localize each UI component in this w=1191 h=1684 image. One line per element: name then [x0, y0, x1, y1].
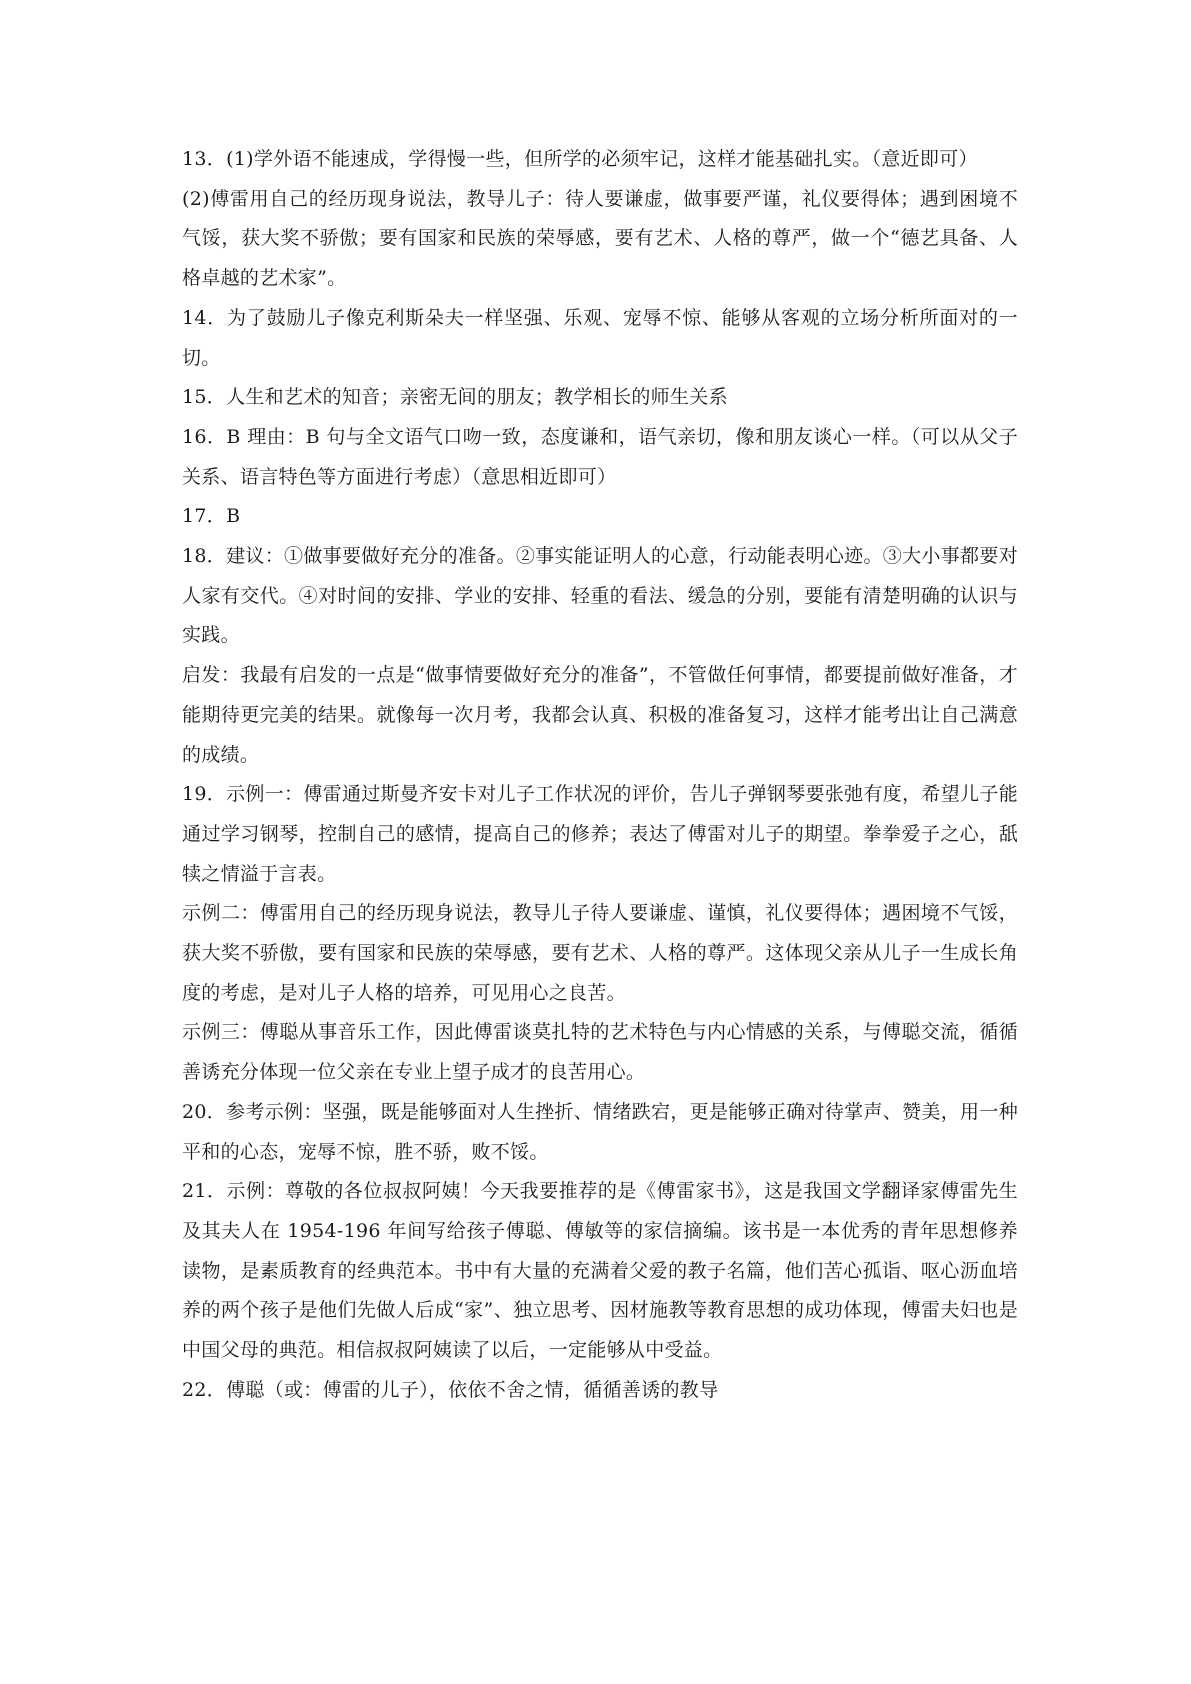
answer-key-page [182, 140, 1018, 1411]
answer-19-example-3: 示例三：傅聪从事音乐工作，因此傅雷谈莫扎特的艺术特色与内心情感的关系，与傅聪交流，循循善诱充分体现一位父亲在专业上望子成才的良苦用心。 [182, 1021, 1018, 1084]
answer-13-part-1: 13．(1)学外语不能速成，学得慢一些，但所学的必须牢记，这样才能基础扎实。（意近即可） [182, 148, 978, 170]
answer-17: 17．B [182, 505, 241, 528]
answer-20: 20．参考示例：坚强，既是能够面对人生挫折、情绪跌宕，更是能够正确对待掌声、赞美，用一种平和的心态，宠辱不惊，胜不骄，败不馁。 [182, 1100, 1018, 1163]
answer-13-part-2: (2)傅雷用自己的经历现身说法，教导儿子：待人要谦虚，做事要严谨，礼仪要得体；遇到困境不气馁，获大奖不骄傲；要有国家和民族的荣辱感，要有艺术、人格的尊严，做一个“德艺具备、人格卓越的艺术家”。 [182, 187, 1018, 290]
answer-19-example-1: 19．示例一：傅雷通过斯曼齐安卡对儿子工作状况的评价，告儿子弹钢琴要张弛有度，希望儿子能通过学习钢琴，控制自己的感情，提高自己的修养；表达了傅雷对儿子的期望。拳拳爱子之心，舐犊之情溢于言表。 [182, 783, 1018, 885]
answer-19-example-2: 示例二：傅雷用自己的经历现身说法，教导儿子待人要谦虚、谨慎，礼仪要得体；遇困境不气馁，获大奖不骄傲，要有国家和民族的荣辱感，要有艺术、人格的尊严。这体现父亲从儿子一生成长角度的考虑，是对儿子人格的培养，可见用心之良苦。 [182, 902, 1018, 1004]
answer-15: 15．人生和艺术的知音；亲密无间的朋友；教学相长的师生关系 [182, 386, 728, 409]
answer-21: 21．示例：尊敬的各位叔叔阿姨！今天我要推荐的是《傅雷家书》，这是我国文学翻译家傅雷先生及其夫人在 1954-196 年间写给孩子傅聪、傅敏等的家信摘编。该书是一本优秀的青年思想修养读物，是素质教育的经典范本。书中有大量的充满着父爱的教子名篇，他们苦心孤诣、呕心沥血培养的两个孩子是他们先做人后成“家”、独立思考、因材施教等教育思想的成功体现，傅雷夫妇也是中国父母的典范。相信叔叔阿姨读了以后，一定能够从中受益。 [182, 1180, 1018, 1362]
answer-22: 22．傅聪（或：傅雷的儿子），依依不舍之情，循循善诱的教导 [182, 1378, 719, 1401]
answer-14: 14．为了鼓励儿子像克利斯朵夫一样坚强、乐观、宠辱不惊、能够从客观的立场分析所面对的一切。 [182, 306, 1018, 369]
answer-16: 16．B 理由：B 句与全文语气口吻一致，态度谦和，语气亲切，像和朋友谈心一样。（可以从父子关系、语言特色等方面进行考虑）（意思相近即可） [182, 425, 1018, 488]
answer-18-suggestions: 18．建议：①做事要做好充分的准备。②事实能证明人的心意，行动能表明心迹。③大小事都要对人家有交代。④对时间的安排、学业的安排、轻重的看法、缓急的分别，要能有清楚明确的认识与实践。 [182, 545, 1018, 647]
answer-18-inspiration: 启发：我最有启发的一点是“做事情要做好充分的准备”，不管做任何事情，都要提前做好准备，才能期待更完美的结果。就像每一次月考，我都会认真、积极的准备复习，这样才能考出让自己满意的成绩。 [182, 664, 1018, 766]
